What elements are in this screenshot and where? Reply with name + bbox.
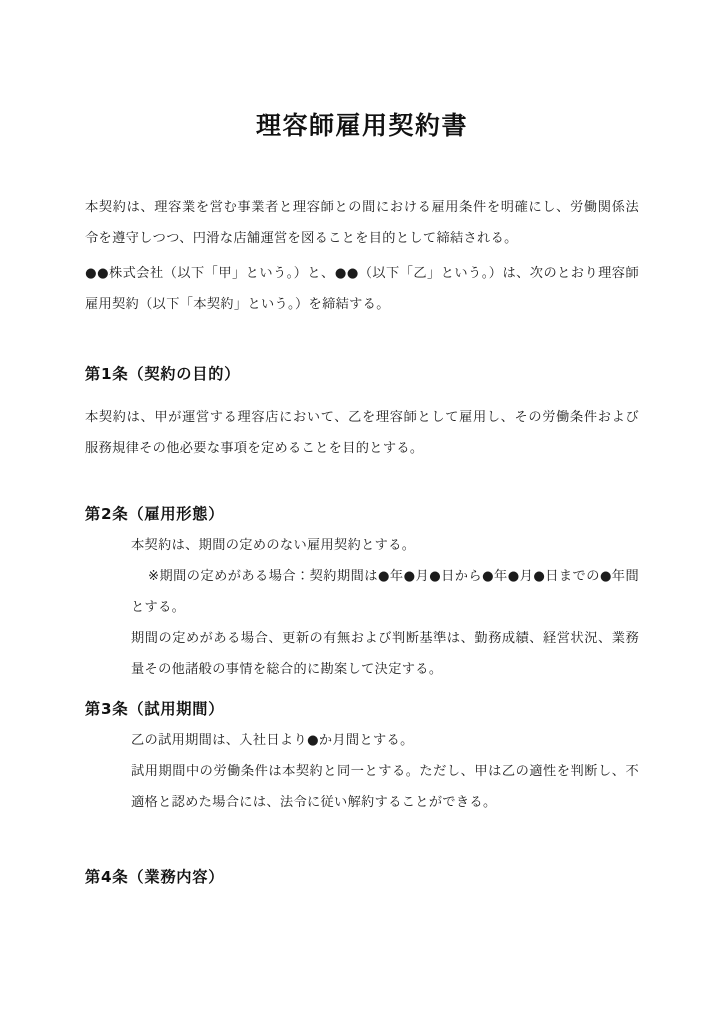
article-body-3 [131, 725, 639, 818]
page-title: 理容師雇用契約書 [255, 110, 468, 140]
preamble-purpose-paragraph: 本契約は、理容業を営む事業者と理容師との間における雇用条件を明確にし、労働関係法令を遵守しつつ、円滑な店舗運営を図ることを目的として締結される。 [85, 200, 639, 247]
article-body-1: 本契約は、甲が運営する理容店において、乙を理容師として雇用し、その労働条件および服務規律その他必要な事項を定めることを目的とする。 [85, 410, 639, 457]
article-heading-2: 第2条（雇用形態） [85, 504, 225, 523]
article-heading-4: 第4条（業務内容） [85, 867, 225, 886]
article-heading-1: 第1条（契約の目的） [85, 364, 241, 383]
preamble-parties-paragraph: ●●株式会社（以下「甲」という。）と、●●（以下「乙」という。）は、次のとおり理容師雇用契約（以下「本契約」という。）を締結する。 [85, 266, 639, 313]
article-3-paragraph-2: 試用期間中の労働条件は本契約と同一とする。ただし、甲は乙の適性を判断し、不適格と認めた場合には、法令に従い解約することができる。 [131, 764, 639, 810]
article-body-2 [131, 530, 639, 685]
article-heading-3: 第3条（試用期間） [85, 699, 225, 718]
article-2-paragraph-3: 期間の定めがある場合、更新の有無および判断基準は、勤務成績、経営状況、業務量その他諸般の事情を総合的に勘案して決定する。 [131, 631, 639, 677]
article-2-note-line: ※期間の定めがある場合：契約期間は●年●月●日から●年●月●日までの●年間とする。 [131, 569, 639, 615]
article-3-paragraph-1: 乙の試用期間は、入社日より●か月間とする。 [131, 733, 414, 748]
article-2-paragraph-1: 本契約は、期間の定めのない雇用契約とする。 [131, 538, 416, 553]
